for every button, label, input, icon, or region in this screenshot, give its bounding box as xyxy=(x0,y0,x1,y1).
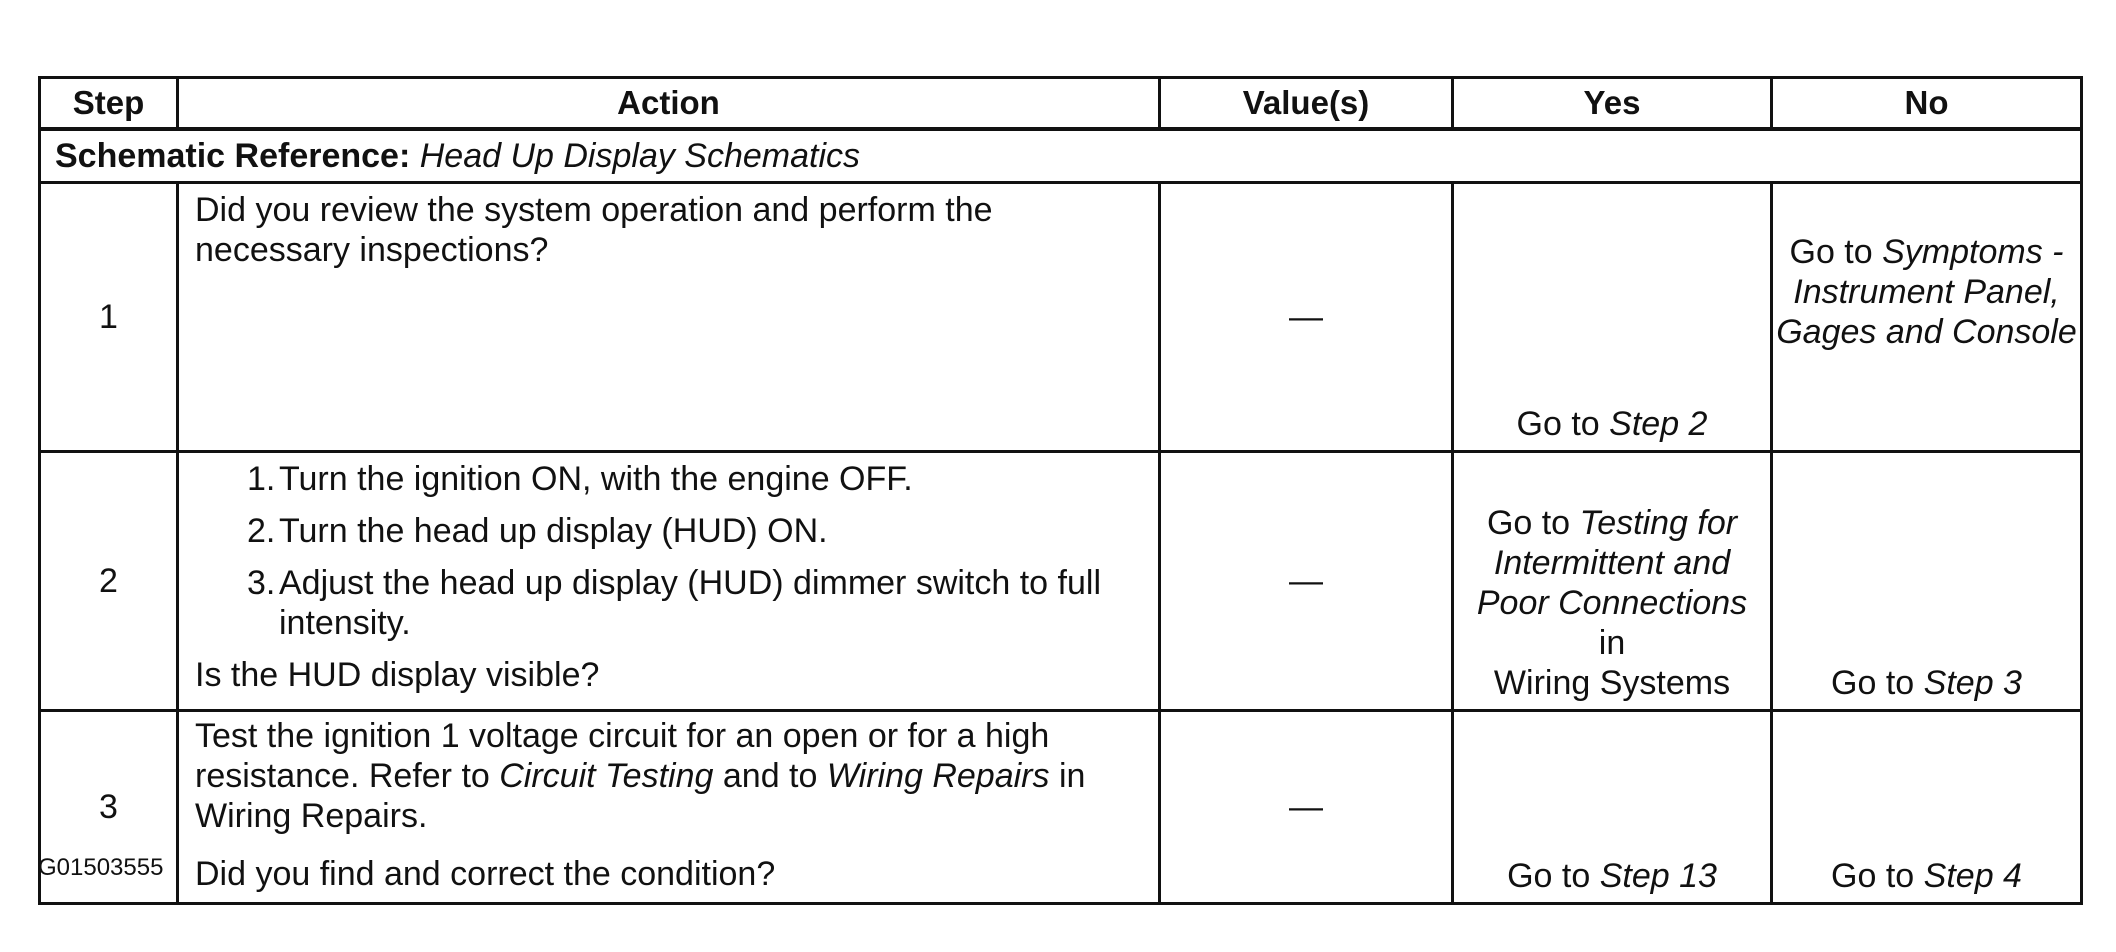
no-cell xyxy=(1772,183,2082,452)
yes-prefix: Go to xyxy=(1486,504,1571,542)
action-cell xyxy=(178,711,1160,904)
action-text-part: Test the ignition 1 voltage circuit for an open or for a high resistance. Refer to xyxy=(195,717,1050,795)
step-number: 1 xyxy=(40,183,178,452)
no-link[interactable]: Step 3 xyxy=(1923,664,2022,702)
diagnostic-table xyxy=(38,76,2083,905)
no-link[interactable]: Symptoms - Instrument Panel, Gages and Console xyxy=(1776,233,2077,351)
yes-cell xyxy=(1453,183,1772,452)
action-cell xyxy=(178,183,1160,452)
yes-prefix-line xyxy=(1454,503,1770,623)
value-dash: — xyxy=(1289,562,1323,600)
substep-text: Adjust the head up display (HUD) dimmer switch to full intensity. xyxy=(279,564,1101,642)
action-question: Is the HUD display visible? xyxy=(195,656,600,694)
no-prefix: Go to xyxy=(1831,664,1915,702)
action-text-part: in Wiring Repairs. xyxy=(195,757,1086,835)
substep-item xyxy=(247,563,1148,643)
schematic-reference xyxy=(40,129,2082,183)
substep-number: 2. xyxy=(247,512,276,550)
action-cell xyxy=(178,452,1160,711)
yes-prefix: Go to xyxy=(1507,857,1591,895)
yes-middle: in xyxy=(1598,624,1626,662)
header-yes: Yes xyxy=(1453,78,1772,130)
table-row xyxy=(40,183,2082,452)
value-dash: — xyxy=(1289,298,1323,336)
value-dash: — xyxy=(1289,788,1323,826)
yes-cell xyxy=(1453,711,1772,904)
action-text-part: and to xyxy=(722,757,818,795)
substep-text: Turn the head up display (HUD) ON. xyxy=(279,512,828,550)
action-text: Did you review the system operation and perform the necessary inspections? xyxy=(195,191,993,269)
substep-text: Turn the ignition ON, with the engine OFF. xyxy=(279,460,913,498)
no-cell xyxy=(1772,711,2082,904)
header-row xyxy=(40,78,2082,130)
circuit-testing-link[interactable]: Circuit Testing xyxy=(499,757,714,795)
header-step: Step xyxy=(40,78,178,130)
substep-number: 3. xyxy=(247,564,276,602)
substep-item xyxy=(247,459,1148,499)
no-link[interactable]: Step 4 xyxy=(1923,857,2022,895)
substep-number: 1. xyxy=(247,460,276,498)
yes-link[interactable]: Testing for Intermittent and Poor Connections xyxy=(1476,504,1748,622)
table-row xyxy=(40,711,2082,904)
yes-link[interactable]: Step 2 xyxy=(1609,405,1708,443)
figure-id: G01503555 xyxy=(38,854,164,881)
header-no: No xyxy=(1772,78,2082,130)
step-number: 3 xyxy=(40,711,178,904)
wiring-repairs-link[interactable]: Wiring Repairs xyxy=(826,757,1050,795)
yes-link[interactable]: Step 13 xyxy=(1599,857,1717,895)
value-cell xyxy=(1160,183,1453,452)
substep-item xyxy=(247,511,1148,551)
no-prefix: Go to xyxy=(1789,233,1873,271)
header-action: Action xyxy=(178,78,1160,130)
header-values: Value(s) xyxy=(1160,78,1453,130)
schematic-reference-row xyxy=(40,129,2082,183)
action-question: Did you find and correct the condition? xyxy=(195,855,776,893)
action-text xyxy=(195,716,1148,836)
value-cell xyxy=(1160,711,1453,904)
schematic-reference-link[interactable]: Head Up Display Schematics xyxy=(419,137,861,175)
value-cell xyxy=(1160,452,1453,711)
yes-cell xyxy=(1453,452,1772,711)
no-prefix: Go to xyxy=(1831,857,1915,895)
no-cell xyxy=(1772,452,2082,711)
substep-list xyxy=(195,459,1148,643)
step-number: 2 xyxy=(40,452,178,711)
schematic-reference-label: Schematic Reference: xyxy=(55,137,411,175)
table-row xyxy=(40,452,2082,711)
yes-suffix: Wiring Systems xyxy=(1493,664,1731,702)
yes-prefix: Go to xyxy=(1516,405,1600,443)
